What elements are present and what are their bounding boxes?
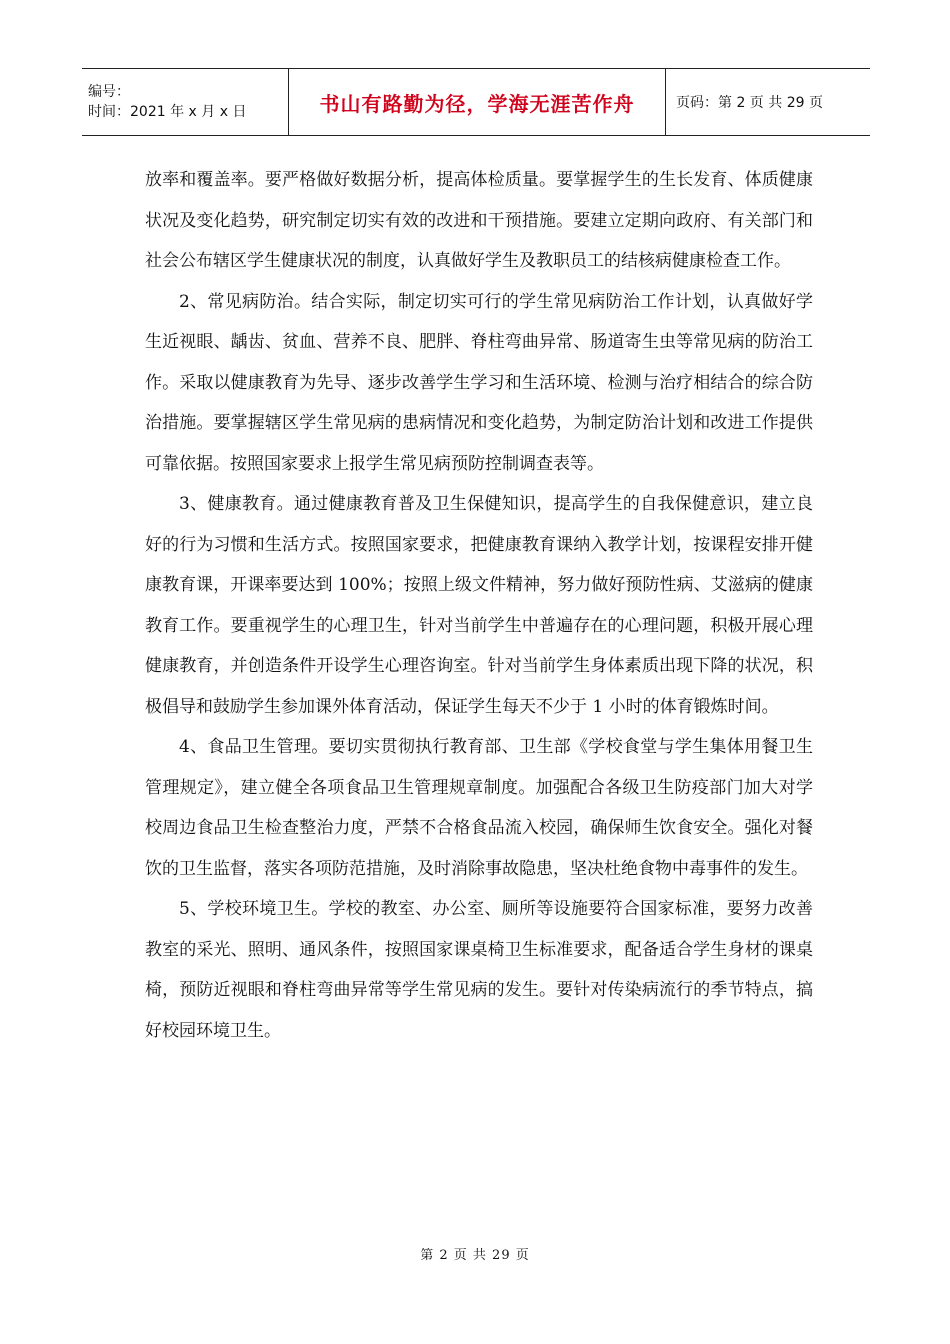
page-header xyxy=(82,68,870,136)
paragraph-common-diseases: 2、常见病防治。结合实际，制定切实可行的学生常见病防治工作计划，认真做好学生近视眼、龋齿、贫血、营养不良、肥胖、脊柱弯曲异常、肠道寄生虫等常见病的防治工作。采取以健康教育为先导、逐步改善学生学习和生活环境、检测与治疗相结合的综合防治措施。要掌握辖区学生常见病的患病情况和变化趋势，为制定防治计划和改进工作提供可靠依据。按照国家要求上报学生常见病预防控制调查表等。 xyxy=(145,291,813,474)
paragraph-health-education: 3、健康教育。通过健康教育普及卫生保健知识，提高学生的自我保健意识，建立良好的行为习惯和生活方式。按照国家要求，把健康教育课纳入教学计划，按课程安排开健康教育课，开课率要达到 100%；按照上级文件精神，努力做好预防性病、艾滋病的健康教育工作。要重视学生的心理卫生，针对当前学生中普遍存在的心理问题，积极开展心理健康教育，并创造条件开设学生心理咨询室。针对当前学生身体素质出现下降的状况，积极倡导和鼓励学生参加课外体育活动，保证学生每天不少于 1 小时的体育锻炼时间。 xyxy=(145,494,813,717)
header-motto: 书山有路勤为径，学海无涯苦作舟 xyxy=(319,91,635,116)
header-page-info: 页码：第 2 页 共 29 页 xyxy=(666,69,871,136)
header-meta xyxy=(82,69,289,136)
paragraph-continuation: 放率和覆盖率。要严格做好数据分析，提高体检质量。要掌握学生的生长发育、体质健康状况及变化趋势，研究制定切实有效的改进和干预措施。要建立定期向政府、有关部门和社会公布辖区学生健康状况的制度，认真做好学生及教职员工的结核病健康检查工作。 xyxy=(145,170,813,271)
page-footer: 第 2 页 共 29 页 xyxy=(420,1248,530,1263)
paragraph-school-environment: 5、学校环境卫生。学校的教室、办公室、厕所等设施要符合国家标准，要努力改善教室的采光、照明、通风条件，按照国家课桌椅卫生标准要求，配备适合学生身材的课桌椅，预防近视眼和脊柱弯曲异常等学生常见病的发生。要针对传染病流行的季节特点，搞好校园环境卫生。 xyxy=(145,899,813,1041)
paragraph-food-hygiene: 4、食品卫生管理。要切实贯彻执行教育部、卫生部《学校食堂与学生集体用餐卫生管理规定》，建立健全各项食品卫生管理规章制度。加强配合各级卫生防疫部门加大对学校周边食品卫生检查整治力度，严禁不合格食品流入校园，确保师生饮食安全。强化对餐饮的卫生监督，落实各项防范措施，及时消除事故隐患，坚决杜绝食物中毒事件的发生。 xyxy=(145,737,813,879)
document-number-label: 编号： xyxy=(88,84,130,100)
document-time-label: 时间：2021 年 x 月 x 日 xyxy=(88,104,247,120)
document-body xyxy=(145,160,813,1051)
header-motto-cell xyxy=(289,69,666,136)
